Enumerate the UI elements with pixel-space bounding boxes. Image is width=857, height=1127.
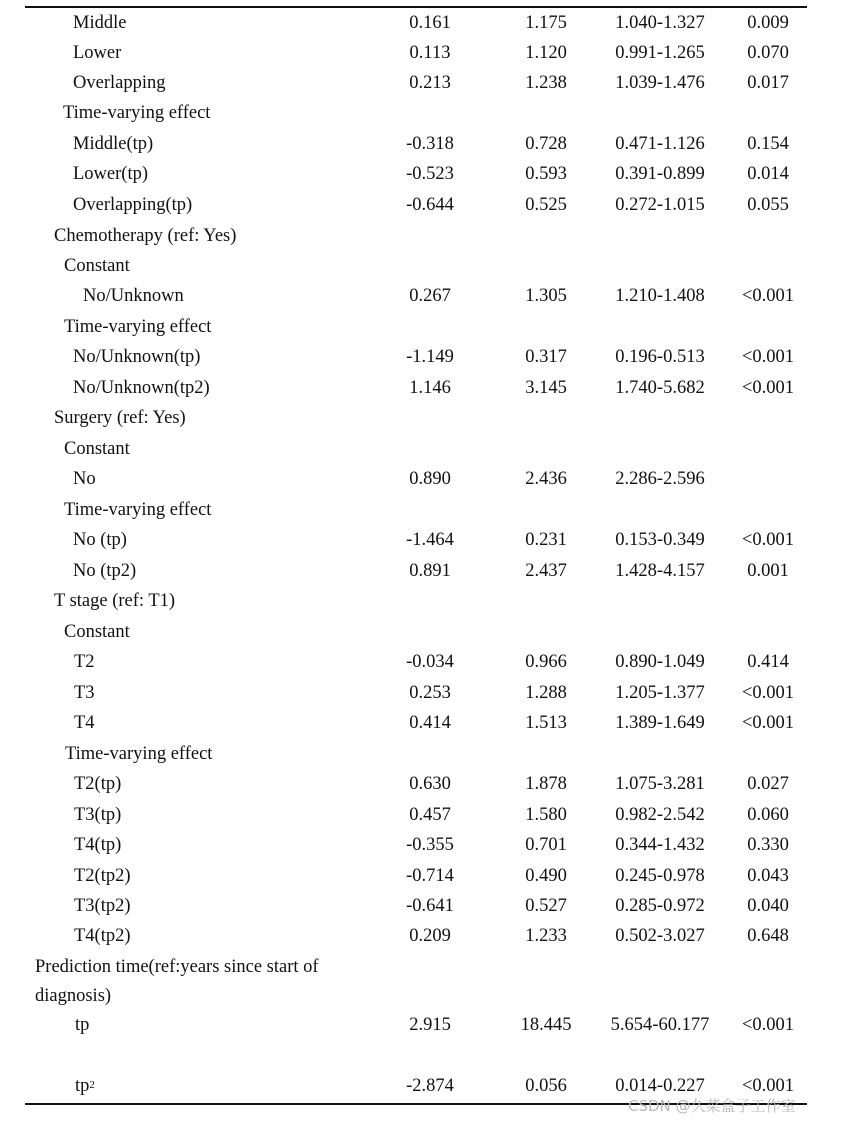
- hr-cell: 1.233: [525, 926, 567, 946]
- p-cell: <0.001: [741, 286, 795, 306]
- ci-cell: 1.039-1.476: [615, 73, 705, 93]
- row-label: Overlapping: [73, 73, 166, 93]
- table-row: [0, 342, 857, 372]
- row-label: No/Unknown: [83, 286, 184, 306]
- p-cell: <0.001: [741, 347, 795, 367]
- section-subheading: Constant: [64, 622, 130, 642]
- ci-cell: 0.391-0.899: [615, 164, 705, 184]
- row-label: T4(tp): [74, 835, 122, 855]
- section-subheading: Time-varying effect: [65, 744, 213, 764]
- table-row: [0, 525, 857, 555]
- hr-cell: 0.231: [525, 530, 567, 550]
- p-cell: 0.009: [747, 13, 789, 33]
- row-label: T3(tp2): [74, 896, 131, 916]
- table-row: [0, 98, 857, 128]
- row-label: No: [73, 469, 96, 489]
- table-row: [0, 8, 857, 38]
- ci-cell: 0.196-0.513: [615, 347, 705, 367]
- row-label: No (tp): [73, 530, 127, 550]
- ci-cell: 0.272-1.015: [615, 195, 705, 215]
- table-row: [0, 159, 857, 189]
- coef-cell: -0.318: [406, 134, 454, 154]
- section-subheading: Time-varying effect: [64, 500, 212, 520]
- hr-cell: 1.238: [525, 73, 567, 93]
- coef-cell: -0.523: [406, 164, 454, 184]
- section-subheading: Constant: [64, 256, 130, 276]
- ci-cell: 0.014-0.227: [615, 1076, 705, 1096]
- coef-cell: -1.464: [406, 530, 454, 550]
- row-label: Middle(tp): [73, 134, 154, 154]
- hr-cell: 0.527: [525, 896, 567, 916]
- ci-cell: 1.740-5.682: [615, 378, 705, 398]
- table-row: [0, 373, 857, 403]
- table-row: [0, 434, 857, 464]
- coef-cell: -0.641: [406, 896, 454, 916]
- row-label: No (tp2): [73, 561, 137, 581]
- p-cell: 0.070: [747, 43, 789, 63]
- section-heading: Surgery (ref: Yes): [54, 408, 186, 428]
- section-heading: Chemotherapy (ref: Yes): [54, 226, 237, 246]
- coef-cell: 0.267: [409, 286, 451, 306]
- row-label: T2(tp): [74, 774, 122, 794]
- coef-cell: 0.891: [409, 561, 451, 581]
- ci-cell: 0.982-2.542: [615, 805, 705, 825]
- p-cell: <0.001: [741, 1015, 795, 1035]
- p-cell: 0.040: [747, 896, 789, 916]
- table-row: [0, 129, 857, 159]
- row-label-superscript: 2: [89, 1079, 95, 1091]
- table-row: [0, 678, 857, 708]
- table-row: [0, 221, 857, 251]
- hr-cell: 1.120: [525, 43, 567, 63]
- table-row: [0, 281, 857, 311]
- section-heading: Prediction time(ref:years since start of: [35, 957, 319, 977]
- coef-cell: 0.113: [409, 43, 451, 63]
- coef-cell: -0.034: [406, 652, 454, 672]
- hr-cell: 0.728: [525, 134, 567, 154]
- p-cell: 0.027: [747, 774, 789, 794]
- table-row: [0, 251, 857, 281]
- ci-cell: 5.654-60.177: [610, 1015, 710, 1035]
- row-label: Middle: [73, 13, 127, 33]
- row-label: T2: [74, 652, 95, 672]
- table-row: [0, 800, 857, 830]
- row-label: tp: [75, 1015, 90, 1035]
- hr-cell: 0.593: [525, 164, 567, 184]
- p-cell: 0.055: [747, 195, 789, 215]
- coef-cell: 1.146: [409, 378, 451, 398]
- hr-cell: 0.966: [525, 652, 567, 672]
- row-label: T4(tp2): [74, 926, 131, 946]
- p-cell: 0.414: [747, 652, 789, 672]
- table-row: [0, 495, 857, 525]
- row-label: T3: [74, 683, 95, 703]
- p-cell: 0.043: [747, 866, 789, 886]
- hr-cell: 18.445: [520, 1015, 572, 1035]
- p-cell: <0.001: [741, 683, 795, 703]
- row-label: T4: [74, 713, 95, 733]
- section-heading-continued: diagnosis): [35, 986, 112, 1006]
- ci-cell: 0.245-0.978: [615, 866, 705, 886]
- hr-cell: 0.056: [525, 1076, 567, 1096]
- hr-cell: 1.580: [525, 805, 567, 825]
- ci-cell: 1.210-1.408: [615, 286, 705, 306]
- p-cell: 0.001: [747, 561, 789, 581]
- p-cell: 0.014: [747, 164, 789, 184]
- coef-cell: 2.915: [409, 1015, 451, 1035]
- ci-cell: 0.471-1.126: [615, 134, 705, 154]
- table-row: [0, 921, 857, 951]
- table-row: [0, 38, 857, 68]
- hr-cell: 1.513: [525, 713, 567, 733]
- row-label: T2(tp2): [74, 866, 131, 886]
- ci-cell: 0.991-1.265: [615, 43, 705, 63]
- ci-cell: 1.040-1.327: [615, 13, 705, 33]
- p-cell: <0.001: [741, 713, 795, 733]
- row-label: No/Unknown(tp2): [73, 378, 210, 398]
- coef-cell: 0.253: [409, 683, 451, 703]
- ci-cell: 1.075-3.281: [615, 774, 705, 794]
- hr-cell: 1.305: [525, 286, 567, 306]
- hr-cell: 0.490: [525, 866, 567, 886]
- ci-cell: 0.890-1.049: [615, 652, 705, 672]
- coef-cell: -0.355: [406, 835, 454, 855]
- ci-cell: 2.286-2.596: [615, 469, 705, 489]
- section-subheading: Time-varying effect: [64, 317, 212, 337]
- p-cell: 0.060: [747, 805, 789, 825]
- ci-cell: 1.389-1.649: [615, 713, 705, 733]
- coef-cell: -0.644: [406, 195, 454, 215]
- coef-cell: -1.149: [406, 347, 454, 367]
- p-cell: <0.001: [741, 530, 795, 550]
- coef-cell: 0.890: [409, 469, 451, 489]
- table-row: [0, 617, 857, 647]
- coef-cell: -0.714: [406, 866, 454, 886]
- coef-cell: -2.874: [406, 1076, 454, 1096]
- row-label: [75, 1071, 95, 1101]
- row-label: No/Unknown(tp): [73, 347, 201, 367]
- section-heading: T stage (ref: T1): [54, 591, 176, 611]
- table-row: [0, 464, 857, 494]
- row-label: Overlapping(tp): [73, 195, 193, 215]
- ci-cell: 0.344-1.432: [615, 835, 705, 855]
- table-row: [0, 830, 857, 860]
- ci-cell: 0.285-0.972: [615, 896, 705, 916]
- ci-cell: 1.205-1.377: [615, 683, 705, 703]
- coef-cell: 0.209: [409, 926, 451, 946]
- table-row: [0, 647, 857, 677]
- watermark: CSDN @久菜盒子工作室: [628, 1097, 796, 1115]
- coef-cell: 0.213: [409, 73, 451, 93]
- table-row: [0, 769, 857, 799]
- table-row: [0, 708, 857, 738]
- p-cell: 0.017: [747, 73, 789, 93]
- ci-cell: 0.153-0.349: [615, 530, 705, 550]
- table-row: [0, 739, 857, 769]
- row-label: Lower: [73, 43, 122, 63]
- hr-cell: 1.878: [525, 774, 567, 794]
- hr-cell: 0.701: [525, 835, 567, 855]
- table-row: [0, 312, 857, 342]
- table-row: [0, 1010, 857, 1040]
- p-cell: 0.648: [747, 926, 789, 946]
- table-row: [0, 190, 857, 220]
- coef-cell: 0.414: [409, 713, 451, 733]
- section-subheading: Time-varying effect: [63, 103, 211, 123]
- ci-cell: 0.502-3.027: [615, 926, 705, 946]
- hr-cell: 1.175: [525, 13, 567, 33]
- row-label-base: tp: [75, 1076, 90, 1096]
- hr-cell: 0.525: [525, 195, 567, 215]
- p-cell: <0.001: [741, 1076, 795, 1096]
- hr-cell: 3.145: [525, 378, 567, 398]
- ci-cell: 1.428-4.157: [615, 561, 705, 581]
- hr-cell: 2.437: [525, 561, 567, 581]
- hr-cell: 0.317: [525, 347, 567, 367]
- table-row: [0, 556, 857, 586]
- p-cell: 0.330: [747, 835, 789, 855]
- hr-cell: 1.288: [525, 683, 567, 703]
- table-row: [0, 861, 857, 891]
- table-row: [0, 68, 857, 98]
- p-cell: <0.001: [741, 378, 795, 398]
- table-row: [0, 586, 857, 616]
- table-row: [0, 952, 857, 982]
- table-row: [0, 891, 857, 921]
- hr-cell: 2.436: [525, 469, 567, 489]
- section-subheading: Constant: [64, 439, 130, 459]
- coef-cell: 0.457: [409, 805, 451, 825]
- coef-cell: 0.161: [409, 13, 451, 33]
- table-row: [0, 403, 857, 433]
- coef-cell: 0.630: [409, 774, 451, 794]
- row-label: Lower(tp): [73, 164, 148, 184]
- row-label: T3(tp): [74, 805, 122, 825]
- p-cell: 0.154: [747, 134, 789, 154]
- table-row: [0, 981, 857, 1011]
